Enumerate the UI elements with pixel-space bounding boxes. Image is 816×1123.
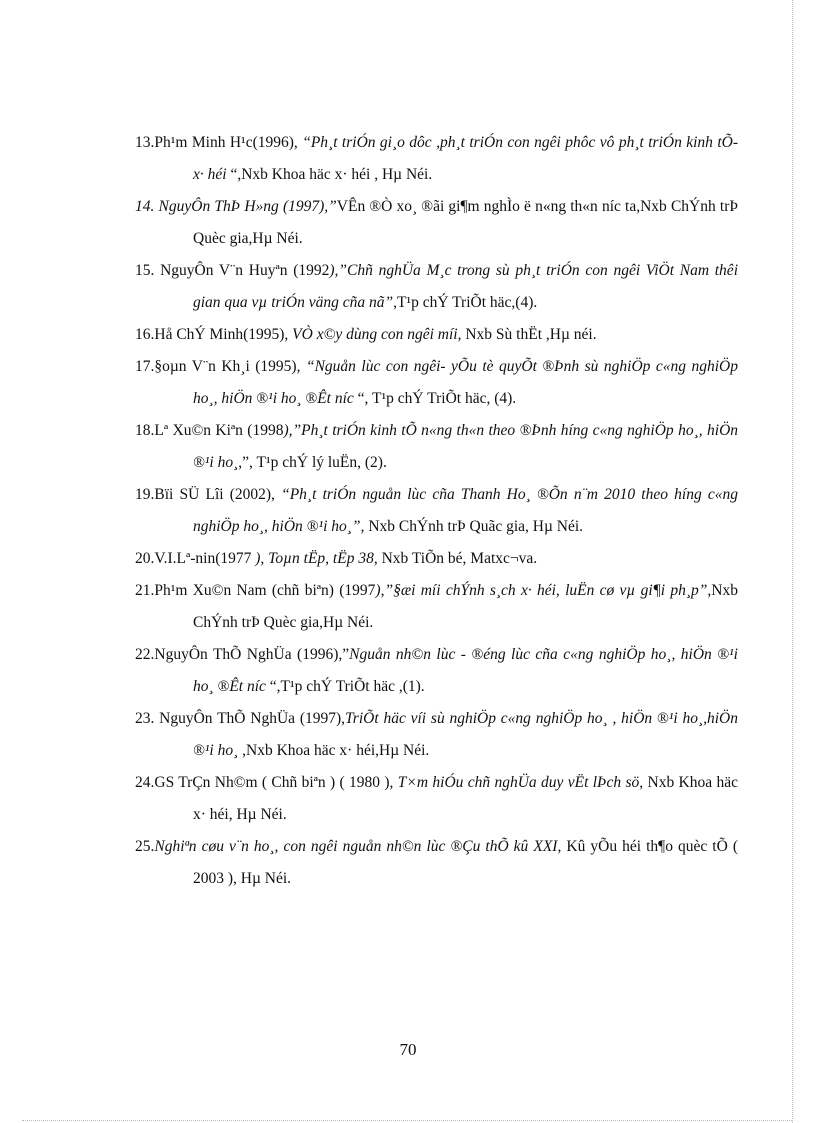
reference-source: “, T¹p chÝ TriÕt häc, (4). <box>357 390 517 407</box>
reference-item-25 <box>135 831 738 895</box>
reference-source: “,T¹p chÝ TriÕt häc ,(1). <box>269 678 425 695</box>
reference-source: , Nxb Sù thËt ,Hµ néi. <box>457 326 597 343</box>
reference-author: 21.Ph¹m Xu©n Nam (chñ biªn) (1997 <box>135 582 376 599</box>
reference-author: 24.GS TrÇn Nh©m ( Chñ biªn ) ( 1980 ), <box>135 774 398 791</box>
reference-author: 15. NguyÔn V¨n Huyªn (1992 <box>135 262 330 279</box>
reference-title: ),”Ph¸t triÓn kinh tÕ n«ng th«n theo ®Þnh híng c«ng nghiÖp ho¸, hiÖn ®¹i ho¸ <box>193 422 739 471</box>
reference-title: ),”Chñ nghÜa M¸c trong sù ph¸t triÓn con ngêi ViÖt Nam thêi gian qua vµ triÓn väng cña nã” <box>193 262 738 311</box>
reference-item-24 <box>135 767 738 831</box>
reference-source: VÊn ®Ò xo¸ ®ãi gi¶m nghÌo ë n«ng th«n níc ta,Nxb ChÝnh trÞ Quèc gia,Hµ Néi. <box>193 198 738 247</box>
reference-title: VÒ x©y dùng con ngêi míi <box>292 326 458 343</box>
page-frame-bottom <box>22 1120 792 1121</box>
reference-title: TriÕt häc víi sù nghiÖp c«ng nghiÖp ho¸ , hiÖn ®¹i ho¸,hiÖn ®¹i ho¸ <box>193 710 738 759</box>
reference-title: 14. NguyÔn ThÞ H»ng (1997),” <box>135 198 337 215</box>
reference-title: “Ph¸t triÓn gi¸o dôc ,ph¸t triÓn con ngêi phôc vô ph¸t triÓn kinh tÕ-x· héi <box>193 134 738 183</box>
reference-source: ,T¹p chÝ TriÕt häc,(4). <box>393 294 538 311</box>
reference-author: 22.NguyÔn ThÕ NghÜa (1996),” <box>135 646 350 663</box>
page-frame-right <box>792 0 793 1123</box>
reference-source: , Kû yÕu héi th¶o quèc tÕ ( 2003 ), Hµ Néi. <box>193 838 739 887</box>
reference-author: 25. <box>135 838 155 855</box>
reference-author: 18.Lª Xu©n Kiªn (1998 <box>135 422 284 439</box>
reference-author: 23. NguyÔn ThÕ NghÜa (1997), <box>135 710 346 727</box>
reference-title: T×m hiÓu chñ nghÜa duy vËt lÞch sö, <box>397 774 644 791</box>
reference-title: “Ph¸t triÓn nguån lùc cña Thanh Ho¸ ®Õn n¨m 2010 theo híng c«ng nghiÖp ho¸, hiÖn ®¹i ho¸” <box>193 486 738 535</box>
reference-item-20 <box>135 543 738 575</box>
reference-item-18 <box>135 415 738 479</box>
reference-item-13 <box>135 127 738 191</box>
reference-item-22 <box>135 639 738 703</box>
reference-author: 20.V.I.Lª-nin(1977 <box>135 550 256 567</box>
reference-title: ), Toµn tËp, tËp 38 <box>255 550 374 567</box>
reference-item-17 <box>135 351 738 415</box>
reference-source: , Nxb ChÝnh trÞ Quãc gia, Hµ Néi. <box>360 518 584 535</box>
reference-item-19 <box>135 479 738 543</box>
reference-author: 17.§oµn V¨n Kh¸i (1995), <box>135 358 306 375</box>
reference-author: 16.Hå ChÝ Minh(1995), <box>135 326 293 343</box>
reference-item-16 <box>135 319 738 351</box>
reference-source: ,”, T¹p chÝ lý luËn, (2). <box>238 454 387 471</box>
page-number: 70 <box>399 1040 417 1059</box>
reference-item-15 <box>135 255 738 319</box>
reference-item-23 <box>135 703 738 767</box>
reference-source: Nxb Khoa häc x· héi, Hµ Néi. <box>193 774 738 823</box>
reference-title: ),”§æi míi chÝnh s¸ch x· héi, luËn cø vµ gi¶i ph¸p” <box>375 582 708 599</box>
reference-item-14 <box>135 191 738 255</box>
reference-list <box>135 127 738 895</box>
reference-author: 19.Bïi SÜ Lîi (2002), <box>135 486 282 503</box>
reference-source: ,Nxb Khoa häc x· héi,Hµ Néi. <box>242 742 430 759</box>
reference-author: 13.Ph¹m Minh H¹c(1996), <box>135 134 303 151</box>
reference-item-21 <box>135 575 738 639</box>
reference-source: , Nxb TiÕn bé, Matxc¬va. <box>373 550 538 567</box>
reference-source: ,Nxb ChÝnh trÞ Quèc gia,Hµ Néi. <box>193 582 738 631</box>
reference-source: “,Nxb Khoa häc x· héi , Hµ Néi. <box>230 166 433 183</box>
reference-title: “Nguån lùc con ngêi- yÕu tè quyÕt ®Þnh sù nghiÖp c«ng nghiÖp ho¸, hiÖn ®¹i ho¸ ®Êt níc <box>193 358 738 407</box>
reference-title: Nguån nh©n lùc - ®éng lùc cña c«ng nghiÖp ho¸, hiÖn ®¹i ho¸ ®Êt níc <box>193 646 738 695</box>
reference-title: Nghiªn cøu v¨n ho¸, con ngêi nguån nh©n lùc ®Çu thÕ kû XXI <box>154 838 558 855</box>
